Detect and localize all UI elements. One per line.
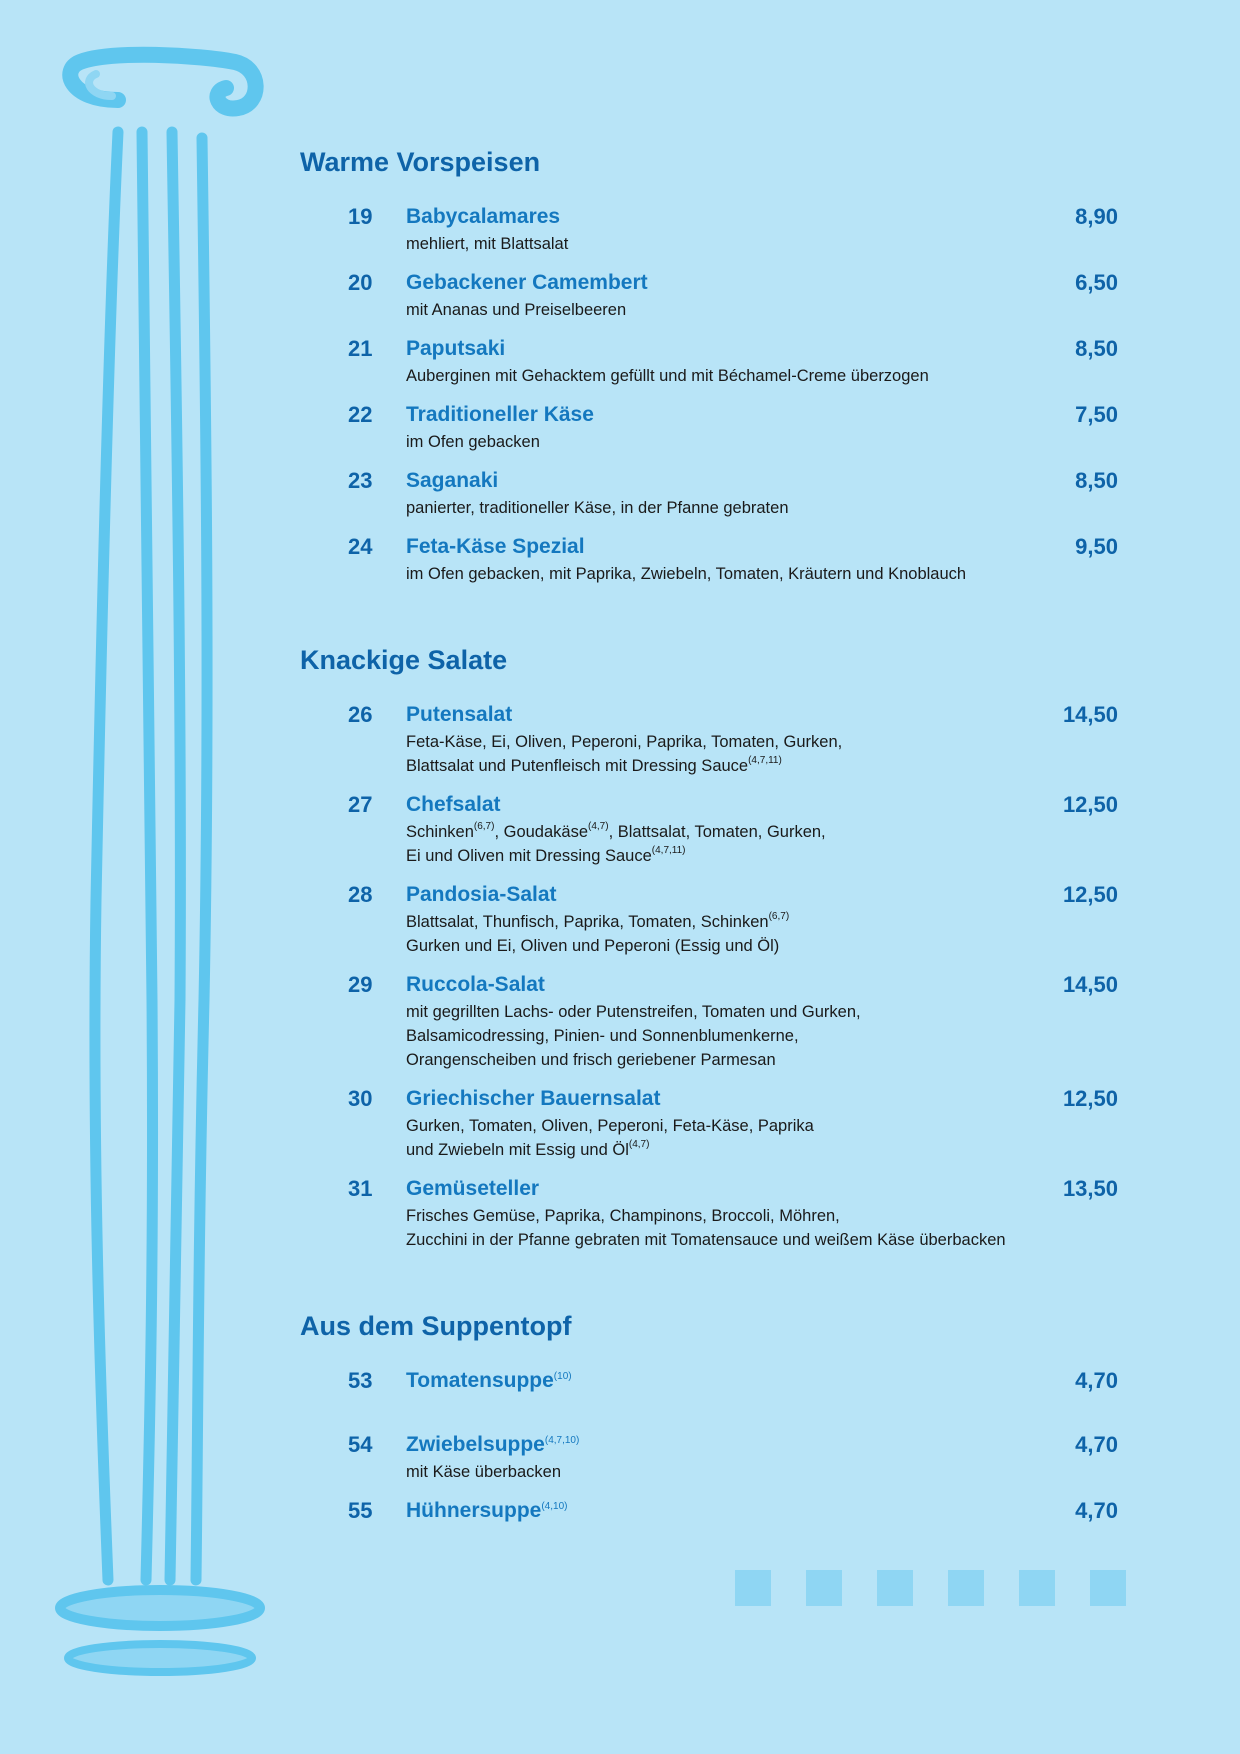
menu-section [300, 638, 1120, 1252]
item-name: Griechischer Bauernsalat [406, 1087, 661, 1110]
item-number: 23 [348, 468, 373, 493]
item-price: 14,50 [1062, 702, 1118, 727]
item-description: Blattsalat und Putenfleisch mit Dressing Sauce$^{(4,7,11)}$ [406, 755, 782, 775]
item-name: Gemüseteller [406, 1177, 540, 1200]
item-description: Gurken und Ei, Oliven und Peperoni (Essig und Öl) [406, 937, 780, 955]
item-name: Saganaki [406, 469, 499, 492]
item-price: 9,50 [1075, 534, 1118, 559]
item-number: 29 [348, 972, 373, 997]
menu-item [300, 700, 1120, 778]
square-icon [1019, 1570, 1055, 1606]
section-title: Warme Vorspeisen [300, 147, 541, 177]
item-name: Feta-Käse Spezial [406, 535, 585, 558]
item-price: 8,50 [1075, 468, 1118, 493]
item-name: Putensalat [406, 703, 513, 726]
menu-item [300, 1366, 1120, 1396]
menu-item [300, 400, 1120, 454]
item-name: Ruccola-Salat [406, 973, 545, 996]
item-number: 21 [348, 336, 373, 361]
item-name: Pandosia-Salat [406, 883, 557, 906]
item-name: Paputsaki [406, 337, 506, 360]
item-price: 12,50 [1062, 1086, 1118, 1111]
menu-item [300, 466, 1120, 520]
item-description: panierter, traditioneller Käse, in der Pfanne gebraten [406, 499, 789, 517]
item-number: 28 [348, 882, 373, 907]
section-title: Aus dem Suppentopf [300, 1311, 572, 1341]
item-number: 55 [348, 1498, 373, 1523]
item-description: im Ofen gebacken, mit Paprika, Zwiebeln, Tomaten, Kräutern und Knoblauch [406, 565, 967, 583]
item-description: Zucchini in der Pfanne gebraten mit Tomatensauce und weißem Käse überbacken [406, 1231, 1006, 1249]
item-description: mit Ananas und Preiselbeeren [406, 301, 627, 319]
item-price: 8,90 [1075, 204, 1118, 229]
item-name: Chefsalat [406, 793, 501, 816]
item-number: 30 [348, 1086, 373, 1111]
ionic-column-icon [0, 0, 320, 1754]
square-icon [877, 1570, 913, 1606]
item-description: und Zwiebeln mit Essig und Öl$^{(4,7)}$ [406, 1139, 650, 1159]
menu-item [300, 202, 1120, 256]
menu-item [300, 790, 1120, 868]
item-number: 53 [348, 1368, 373, 1393]
item-price: 13,50 [1062, 1176, 1118, 1201]
item-description: Auberginen mit Gehacktem gefüllt und mit Béchamel-Creme überzogen [406, 367, 929, 385]
item-number: 26 [348, 702, 373, 727]
decorative-squares [735, 1570, 1125, 1606]
item-description: mit Käse überbacken [406, 1463, 562, 1481]
item-price: 4,70 [1075, 1368, 1118, 1393]
menu-item [300, 1084, 1120, 1162]
item-number: 54 [348, 1432, 373, 1457]
item-name: Zwiebelsuppe$^{(4,7,10)}$ [406, 1433, 580, 1456]
item-description: mit gegrillten Lachs- oder Putenstreifen, Tomaten und Gurken, [406, 1003, 861, 1021]
item-description: Feta-Käse, Ei, Oliven, Peperoni, Paprika, Tomaten, Gurken, [406, 733, 843, 751]
item-number: 22 [348, 402, 373, 427]
item-price: 12,50 [1062, 882, 1118, 907]
section-title: Knackige Salate [300, 645, 508, 675]
item-price: 14,50 [1062, 972, 1118, 997]
item-number: 31 [348, 1176, 373, 1201]
menu-item [300, 1174, 1120, 1252]
item-description: Ei und Oliven mit Dressing Sauce$^{(4,7,11)}$ [406, 845, 686, 865]
item-name: Tomatensuppe$^{(10)}$ [406, 1369, 572, 1392]
menu-section [300, 140, 1120, 586]
item-price: 4,70 [1075, 1498, 1118, 1523]
item-description: Frisches Gemüse, Paprika, Champinons, Broccoli, Möhren, [406, 1207, 840, 1225]
menu-item [300, 1496, 1120, 1526]
item-description: Orangenscheiben und frisch geriebener Parmesan [406, 1051, 776, 1069]
item-price: 8,50 [1075, 336, 1118, 361]
menu-item [300, 880, 1120, 958]
menu-item [300, 334, 1120, 388]
square-icon [1090, 1570, 1126, 1606]
item-name: Hühnersuppe$^{(4,10)}$ [406, 1499, 568, 1522]
menu-item [300, 268, 1120, 322]
item-list [300, 184, 1120, 586]
item-description: Gurken, Tomaten, Oliven, Peperoni, Feta-Käse, Paprika [406, 1117, 814, 1135]
item-number: 24 [348, 534, 373, 559]
item-list [300, 1348, 1120, 1526]
menu-item [300, 532, 1120, 586]
item-price: 12,50 [1062, 792, 1118, 817]
item-name: Traditioneller Käse [406, 403, 594, 426]
item-number: 20 [348, 270, 373, 295]
menu-content [300, 140, 1120, 1538]
item-name: Gebackener Camembert [406, 271, 648, 294]
item-price: 6,50 [1075, 270, 1118, 295]
square-icon [806, 1570, 842, 1606]
item-description: mehliert, mit Blattsalat [406, 235, 569, 253]
item-name: Babycalamares [406, 205, 561, 228]
menu-item [300, 970, 1120, 1072]
item-description: Balsamicodressing, Pinien- und Sonnenblumenkerne, [406, 1027, 799, 1045]
item-description: im Ofen gebacken [406, 433, 540, 451]
item-list [300, 682, 1120, 1252]
menu-item [300, 1430, 1120, 1484]
menu-section [300, 1304, 1120, 1526]
item-description: Blattsalat, Thunfisch, Paprika, Tomaten, Schinken$^{(6,7)}$ [406, 911, 790, 931]
item-number: 19 [348, 204, 373, 229]
square-icon [948, 1570, 984, 1606]
square-icon [735, 1570, 771, 1606]
item-price: 4,70 [1075, 1432, 1118, 1457]
item-description: Schinken$^{(6,7)}$, Goudakäse$^{(4,7)}$, Blattsalat, Tomaten, Gurken, [406, 821, 826, 841]
item-price: 7,50 [1075, 402, 1118, 427]
item-number: 27 [348, 792, 373, 817]
